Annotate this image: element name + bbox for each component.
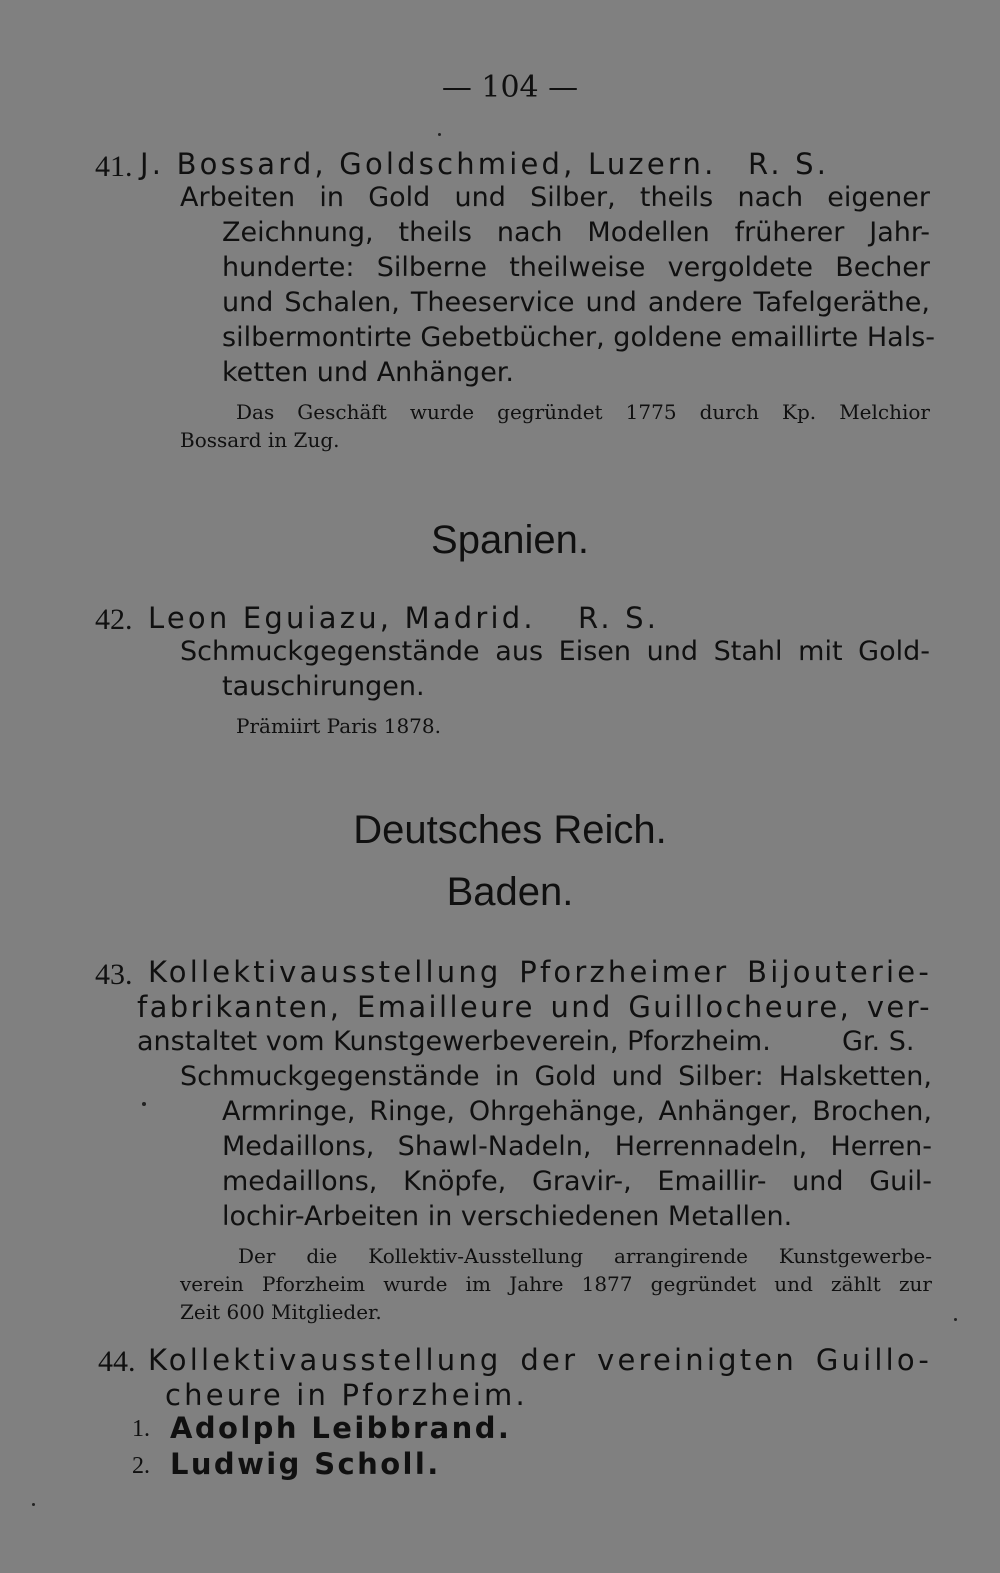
region-heading-baden: Baden. [446,870,574,914]
footnote-line: Bossard in Zug. [180,428,340,452]
description-line: Schmuckgegenstände in Gold und Silber: Halsketten, [180,1061,932,1092]
description-line: medaillons, Knöpfe, Gravir-, Emaillir- und Guil- [222,1166,932,1197]
member-number: 1. [132,1416,150,1442]
print-speck [32,1503,35,1506]
member-number: 2. [132,1453,150,1479]
print-speck [438,133,441,136]
entry-number: 41. [95,150,133,183]
description-line: ketten und Anhänger. [222,357,515,388]
footnote-line: Prämiirt Paris 1878. [236,714,441,738]
country-heading-deutsches-reich: Deutsches Reich. [353,808,667,852]
print-speck [954,1318,957,1321]
description-line: tauschirungen. [222,671,425,702]
footnote-line: verein Pforzheim wurde im Jahre 1877 gegründet und zählt zur [180,1272,932,1296]
description-line: Schmuckgegenstände aus Eisen und Stahl mit Gold- [180,636,930,667]
footnote-line: Der die Kollektiv-Ausstellung arrangirende Kunstgewerbe- [238,1244,932,1268]
entry-number: 44. [98,1345,136,1378]
exhibitor-name: fabrikanten, Emailleure und Guillocheure, ver- [137,990,932,1024]
exhibitor-name: cheure in Pforzheim. [165,1378,528,1412]
description-line: Zeichnung, theils nach Modellen früherer Jahr- [222,217,930,248]
exhibitor-name: Kollektivausstellung der vereinigten Guillo- [148,1343,932,1377]
exhibitor-name: J. Bossard, Goldschmied, Luzern. [140,147,717,181]
footnote-line: Das Geschäft wurde gegründet 1775 durch Kp. Melchior [236,400,930,424]
country-heading-spanien: Spanien. [431,518,589,562]
member-name: Adolph Leibbrand. [170,1411,512,1445]
description-line: hunderte: Silberne theilweise vergoldete Becher [222,252,930,283]
exhibitor-name: Leon Eguiazu, Madrid. [148,601,536,635]
entry-number: 43. [95,958,133,991]
award-label: Gr. S. [842,1026,915,1057]
footnote-line: Zeit 600 Mitglieder. [180,1300,382,1324]
entry-number: 42. [95,603,133,636]
exhibitor-name: anstaltet vom Kunstgewerbeverein, Pforzheim. [137,1026,771,1057]
exhibitor-name: Kollektivausstellung Pforzheimer Bijouterie- [148,955,932,989]
description-line: lochir-Arbeiten in verschiedenen Metallen. [222,1201,793,1232]
member-name: Ludwig Scholl. [170,1447,441,1481]
page-number: — 104 — [441,70,579,105]
description-line: Armringe, Ringe, Ohrgehänge, Anhänger, Brochen, [222,1096,932,1127]
description-line: Arbeiten in Gold und Silber, theils nach eigener [180,182,930,213]
description-line: Medaillons, Shawl-Nadeln, Herrennadeln, Herren- [222,1131,932,1162]
print-speck [142,1102,146,1106]
award-label: R. S. [578,601,660,635]
award-label: R. S. [748,147,830,181]
description-line: silbermontirte Gebetbücher, goldene emaillirte Hals- [222,322,936,353]
description-line: und Schalen, Theeservice und andere Tafelgeräthe, [222,287,930,318]
